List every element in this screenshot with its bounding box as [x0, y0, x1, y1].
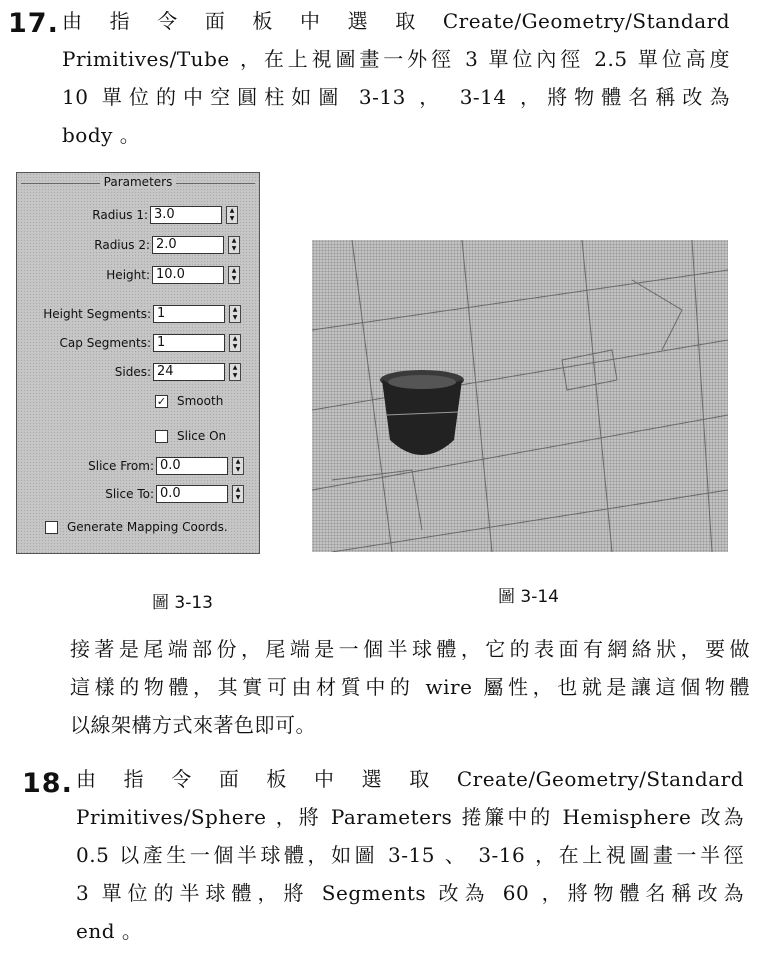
sides-label: Sides:	[114, 365, 151, 379]
section-17-line-3: 10 單位的中空圓柱如圖 3-13 ， 3-14 ，將物體名稱改為	[62, 85, 730, 109]
tube-render	[312, 240, 728, 552]
section-17-line-2: Primitives/Tube ，在上視圖畫一外徑 3 單位內徑 2.5 單位高度	[62, 47, 730, 71]
radius2-spinner[interactable]: ▲ ▼	[228, 236, 240, 254]
cap-segments-spinner[interactable]: ▲ ▼	[229, 334, 241, 352]
height-segments-spinner[interactable]: ▲ ▼	[229, 305, 241, 323]
section-18-line-5: end 。	[76, 919, 143, 943]
cap-segments-label: Cap Segments:	[59, 336, 151, 350]
radius1-input[interactable]: 3.0	[150, 206, 222, 224]
middle-line-3: 以線架構方式來著色即可。	[70, 713, 316, 737]
grid-lines	[312, 240, 728, 552]
slice-to-label: Slice To:	[105, 487, 154, 501]
mapping-coords-label: Generate Mapping Coords.	[67, 520, 228, 534]
section-18-line-1: 由 指 令 面 板 中 選 取 Create/Geometry/Standard	[76, 767, 744, 791]
panel-title: Parameters	[17, 175, 259, 189]
slice-from-label: Slice From:	[88, 459, 154, 473]
radius2-input[interactable]: 2.0	[152, 236, 224, 254]
radius2-label: Radius 2:	[94, 238, 150, 252]
radius1-spinner[interactable]: ▲ ▼	[226, 206, 238, 224]
caption-fig-3-14: 圖 3-14	[498, 587, 559, 607]
middle-line-2: 這樣的物體，其實可由材質中的 wire 屬性，也就是讓這個物體	[70, 675, 750, 699]
sides-spinner[interactable]: ▲ ▼	[229, 363, 241, 381]
section-18-line-2: Primitives/Sphere ，將 Parameters 捲簾中的 Hemisphere 改為	[76, 805, 744, 829]
section-18-number: 18.	[22, 768, 73, 799]
sides-input[interactable]: 24	[153, 363, 225, 381]
tube-viewport-image	[312, 240, 728, 552]
middle-paragraph	[70, 630, 750, 744]
slice-from-input[interactable]: 0.0	[156, 457, 228, 475]
section-17-line-4: body 。	[62, 123, 141, 147]
smooth-label: Smooth	[177, 394, 224, 408]
radius1-label: Radius 1:	[92, 208, 148, 222]
height-spinner[interactable]: ▲ ▼	[228, 266, 240, 284]
section-18-line-4: 3 單位的半球體，將 Segments 改為 60 ，將物體名稱改為	[76, 881, 744, 905]
section-18-text	[76, 760, 744, 950]
section-17-number: 17.	[8, 8, 59, 39]
height-segments-input[interactable]: 1	[153, 305, 225, 323]
slice-on-checkbox[interactable]	[155, 430, 168, 443]
slice-from-spinner[interactable]: ▲ ▼	[232, 457, 244, 475]
smooth-checkbox[interactable]: ✓	[156, 395, 167, 408]
section-18-line-3: 0.5 以產生一個半球體，如圖 3-15 、 3-16 ，在上視圖畫一半徑	[76, 843, 744, 867]
height-input[interactable]: 10.0	[152, 266, 224, 284]
parameters-panel	[16, 172, 260, 554]
tube-object	[380, 370, 464, 455]
slice-on-label: Slice On	[177, 429, 227, 443]
section-17-text	[62, 2, 730, 154]
cap-segments-input[interactable]: 1	[153, 334, 225, 352]
height-segments-label: Height Segments:	[43, 307, 151, 321]
mapping-coords-checkbox[interactable]	[45, 521, 58, 534]
section-17-line-1: 由 指 令 面 板 中 選 取 Create/Geometry/Standard	[62, 9, 730, 33]
slice-to-spinner[interactable]: ▲ ▼	[232, 485, 244, 503]
slice-to-input[interactable]: 0.0	[156, 485, 228, 503]
middle-line-1: 接著是尾端部份，尾端是一個半球體，它的表面有網絡狀，要做	[70, 637, 750, 661]
height-label: Height:	[106, 268, 150, 282]
caption-fig-3-13: 圖 3-13	[152, 593, 213, 613]
